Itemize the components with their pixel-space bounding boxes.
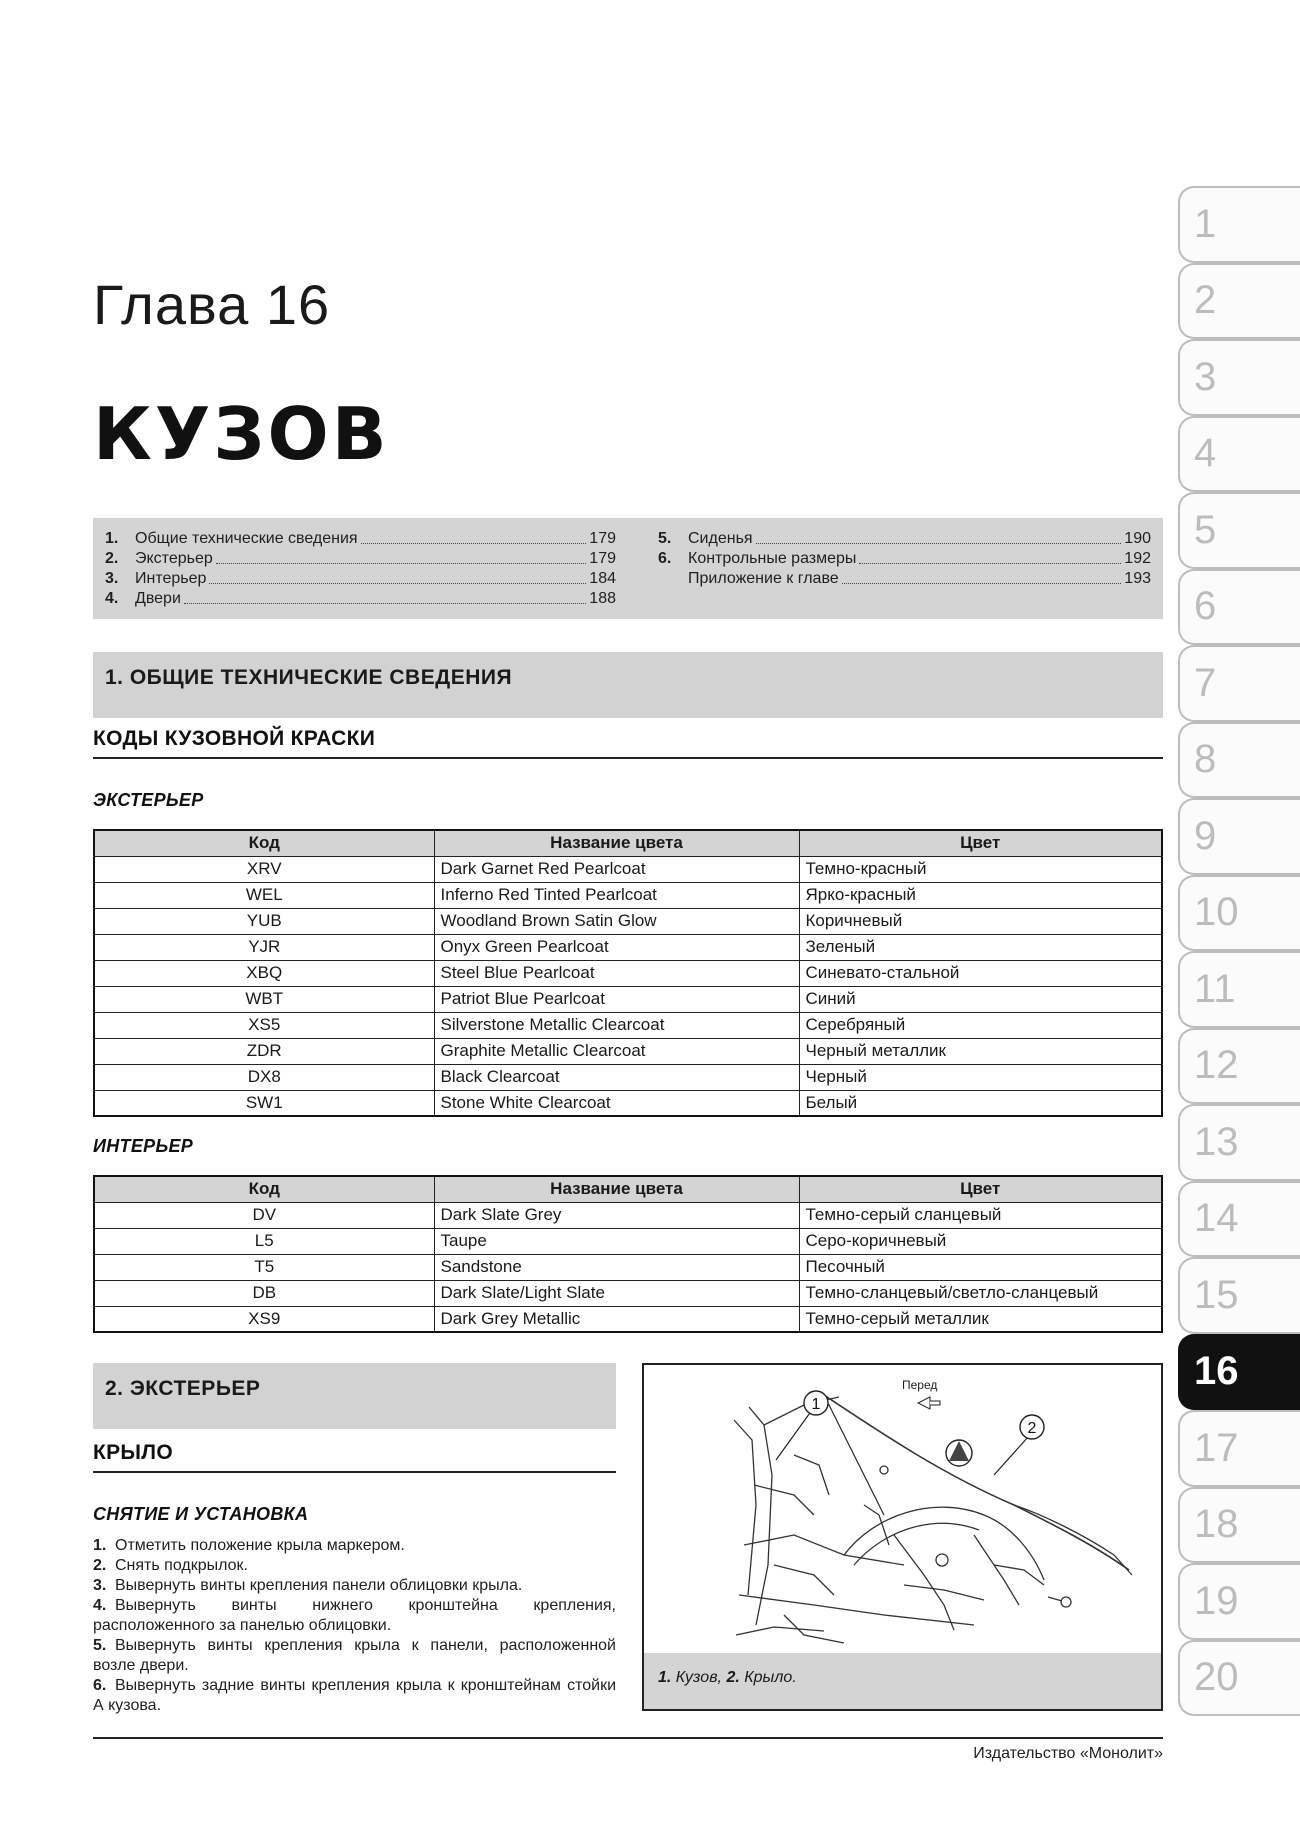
section-heading-exterior: 2. ЭКСТЕРЬЕР [93,1363,616,1429]
step-number: 5. [93,1637,107,1654]
step-number: 4. [93,1597,107,1614]
table-row [94,1090,1162,1116]
exterior-table-body [94,856,1162,1116]
step-number: 6. [93,1677,107,1694]
toc-entry-number [658,569,688,589]
cell-color: Темно-красный [799,856,1162,882]
table-row [94,934,1162,960]
toc-entry-title: Экстерьер [135,550,213,567]
toc-entry-page: 190 [1124,530,1151,547]
procedure-step [93,1536,616,1556]
chapter-tab-20[interactable]: 20 [1178,1640,1300,1717]
cell-color: Синевато-стальной [799,960,1162,986]
exterior-paint-table [93,829,1163,1117]
cell-color-name: Patriot Blue Pearlcoat [434,986,799,1012]
cell-color: Темно-серый металлик [799,1306,1162,1332]
toc-entry-page: 179 [589,530,616,547]
toc-entry-number: 6. [658,550,672,567]
toc-entry-title: Сиденья [688,530,753,547]
step-text: Отметить положение крыла маркером. [115,1537,405,1554]
figure-caption [644,1653,1161,1709]
toc-entry-page: 193 [1124,570,1151,587]
cell-code: T5 [94,1254,434,1280]
cell-color-name: Dark Slate Grey [434,1202,799,1228]
toc-column-left [105,529,628,608]
cell-color-name: Graphite Metallic Clearcoat [434,1038,799,1064]
chapter-tab-16[interactable]: 16 [1178,1334,1300,1411]
cell-code: DB [94,1280,434,1306]
footer-divider [93,1737,1163,1739]
cell-color-name: Dark Slate/Light Slate [434,1280,799,1306]
cell-color: Темно-сланцевый/светло-сланцевый [799,1280,1162,1306]
chapter-tab-7[interactable]: 7 [1178,645,1300,722]
fender-figure [642,1363,1163,1711]
column-header-code: Код [94,830,434,856]
toc-leader-dots [859,549,1121,564]
cell-code: WBT [94,986,434,1012]
toc-entry-number: 5. [658,530,672,547]
toc-leader-dots [209,569,586,584]
table-row [94,856,1162,882]
chapter-tab-1[interactable]: 1 [1178,186,1300,263]
toc-entry[interactable] [658,529,1151,549]
cell-code: SW1 [94,1090,434,1116]
cell-code: XBQ [94,960,434,986]
cell-color-name: Stone White Clearcoat [434,1090,799,1116]
column-header-name: Название цвета [434,830,799,856]
table-row [94,1306,1162,1332]
toc-entry-title: Контрольные размеры [688,550,857,567]
chapter-tab-6[interactable]: 6 [1178,569,1300,646]
toc-entry-title: Двери [135,590,181,607]
cell-color: Черный металлик [799,1038,1162,1064]
cell-color: Белый [799,1090,1162,1116]
table-row [94,960,1162,986]
cell-color: Черный [799,1064,1162,1090]
toc-leader-dots [842,569,1122,584]
chapter-tab-5[interactable]: 5 [1178,492,1300,569]
toc-entry-number: 2. [105,550,119,567]
table-row [94,1280,1162,1306]
table-row [94,1038,1162,1064]
cell-color-name: Silverstone Metallic Clearcoat [434,1012,799,1038]
step-text: Вывернуть винты нижнего кронштейна крепления, расположенного за панелью облицовки. [93,1597,616,1634]
cell-code: YUB [94,908,434,934]
step-text: Вывернуть задние винты крепления крыла к кронштейнам стойки А кузова. [93,1677,616,1714]
cell-code: ZDR [94,1038,434,1064]
caption-text-1: Кузов, [671,1669,727,1686]
step-text: Снять подкрылок. [115,1557,248,1574]
cell-color: Серебряный [799,1012,1162,1038]
column-header-code: Код [94,1176,434,1202]
procedure-step [93,1556,616,1576]
toc-entry-title: Приложение к главе [688,570,839,587]
cell-color: Темно-серый сланцевый [799,1202,1162,1228]
cell-color-name: Onyx Green Pearlcoat [434,934,799,960]
chapter-tab-2[interactable]: 2 [1178,263,1300,340]
step-number: 3. [93,1577,107,1594]
cell-color-name: Inferno Red Tinted Pearlcoat [434,882,799,908]
chapter-tab-13[interactable]: 13 [1178,1104,1300,1181]
column-header-name: Название цвета [434,1176,799,1202]
table-row [94,882,1162,908]
table-row [94,1012,1162,1038]
chapter-tabs [1178,186,1300,1716]
callout-1-label: 1 [811,1396,821,1413]
table-row [94,1202,1162,1228]
table-of-contents [93,518,1163,619]
table-header-row [94,1176,1162,1202]
cell-color: Серо-коричневый [799,1228,1162,1254]
toc-entry-page: 188 [589,590,616,607]
cell-color-name: Taupe [434,1228,799,1254]
toc-leader-dots [361,529,587,544]
toc-entry[interactable] [105,589,616,609]
toc-entry[interactable] [658,569,1151,589]
toc-column-right [628,529,1151,608]
cell-code: YJR [94,934,434,960]
front-direction-label: Перед [902,1378,938,1392]
column-header-color: Цвет [799,1176,1162,1202]
cell-color-name: Steel Blue Pearlcoat [434,960,799,986]
paint-codes-heading: КОДЫ КУЗОВНОЙ КРАСКИ [93,727,1163,759]
table-row [94,986,1162,1012]
cell-color-name: Dark Grey Metallic [434,1306,799,1332]
cell-code: XS9 [94,1306,434,1332]
toc-entry[interactable] [105,549,616,569]
toc-leader-dots [216,549,587,564]
chapter-tab-4[interactable]: 4 [1178,416,1300,493]
chapter-tab-19[interactable]: 19 [1178,1563,1300,1640]
fastener-marker-icon [946,1440,972,1466]
interior-paint-table [93,1175,1163,1333]
table-header-row [94,830,1162,856]
cell-color-name: Black Clearcoat [434,1064,799,1090]
chapter-tab-14[interactable]: 14 [1178,1181,1300,1258]
toc-leader-dots [756,529,1122,544]
toc-entry[interactable] [105,569,616,589]
chapter-tab-17[interactable]: 17 [1178,1410,1300,1487]
toc-leader-dots [184,589,586,604]
cell-color: Зеленый [799,934,1162,960]
chapter-tab-15[interactable]: 15 [1178,1257,1300,1334]
cell-code: XS5 [94,1012,434,1038]
chapter-label: Глава 16 [93,273,331,336]
chapter-title: КУЗОВ [93,392,390,476]
cell-code: L5 [94,1228,434,1254]
cell-code: DX8 [94,1064,434,1090]
removal-installation-heading: СНЯТИЕ И УСТАНОВКА [93,1504,309,1524]
table-row [94,1228,1162,1254]
table-row [94,908,1162,934]
exterior-label: ЭКСТЕРЬЕР [93,790,204,810]
interior-table-body [94,1202,1162,1332]
chapter-tab-9[interactable]: 9 [1178,798,1300,875]
procedure-step [93,1676,616,1716]
cell-code: XRV [94,856,434,882]
chapter-tab-18[interactable]: 18 [1178,1487,1300,1564]
cell-color-name: Dark Garnet Red Pearlcoat [434,856,799,882]
caption-number-1: 1. [658,1669,672,1686]
cell-color-name: Woodland Brown Satin Glow [434,908,799,934]
caption-number-2: 2. [726,1669,740,1686]
chapter-tab-11[interactable]: 11 [1178,951,1300,1028]
cell-color: Коричневый [799,908,1162,934]
interior-label: ИНТЕРЬЕР [93,1136,194,1156]
cell-color: Синий [799,986,1162,1012]
section-heading-general-info: 1. ОБЩИЕ ТЕХНИЧЕСКИЕ СВЕДЕНИЯ [93,652,1163,718]
step-number: 2. [93,1557,107,1574]
caption-text-2: Крыло. [739,1669,797,1686]
step-text: Вывернуть винты крепления крыла к панели, расположенной возле двери. [93,1637,616,1674]
step-text: Вывернуть винты крепления панели облицовки крыла. [115,1577,523,1594]
procedure-step [93,1576,616,1596]
cell-code: DV [94,1202,434,1228]
publisher-name: Издательство «Монолит» [973,1745,1163,1762]
toc-entry[interactable] [105,529,616,549]
toc-entry-title: Интерьер [135,570,207,587]
cell-code: WEL [94,882,434,908]
chapter-tab-3[interactable]: 3 [1178,339,1300,416]
toc-entry-page: 179 [589,550,616,567]
cell-color: Песочный [799,1254,1162,1280]
toc-entry-number: 3. [105,570,119,587]
procedure-step [93,1636,616,1676]
chapter-tab-10[interactable]: 10 [1178,875,1300,952]
procedure-step [93,1596,616,1636]
fender-heading: КРЫЛО [93,1441,616,1473]
step-number: 1. [93,1537,107,1554]
toc-entry-number: 4. [105,590,119,607]
column-header-color: Цвет [799,830,1162,856]
toc-entry-page: 184 [589,570,616,587]
front-arrow-icon [918,1397,940,1409]
toc-entry-page: 192 [1124,550,1151,567]
table-row [94,1254,1162,1280]
fender-line-drawing [644,1365,1161,1655]
toc-entry[interactable] [658,549,1151,569]
table-row [94,1064,1162,1090]
toc-entry-number: 1. [105,530,119,547]
chapter-tab-12[interactable]: 12 [1178,1028,1300,1105]
procedure-steps [93,1536,616,1716]
toc-entry-title: Общие технические сведения [135,530,358,547]
cell-color-name: Sandstone [434,1254,799,1280]
callout-2-label: 2 [1027,1420,1037,1437]
cell-color: Ярко-красный [799,882,1162,908]
chapter-tab-8[interactable]: 8 [1178,722,1300,799]
